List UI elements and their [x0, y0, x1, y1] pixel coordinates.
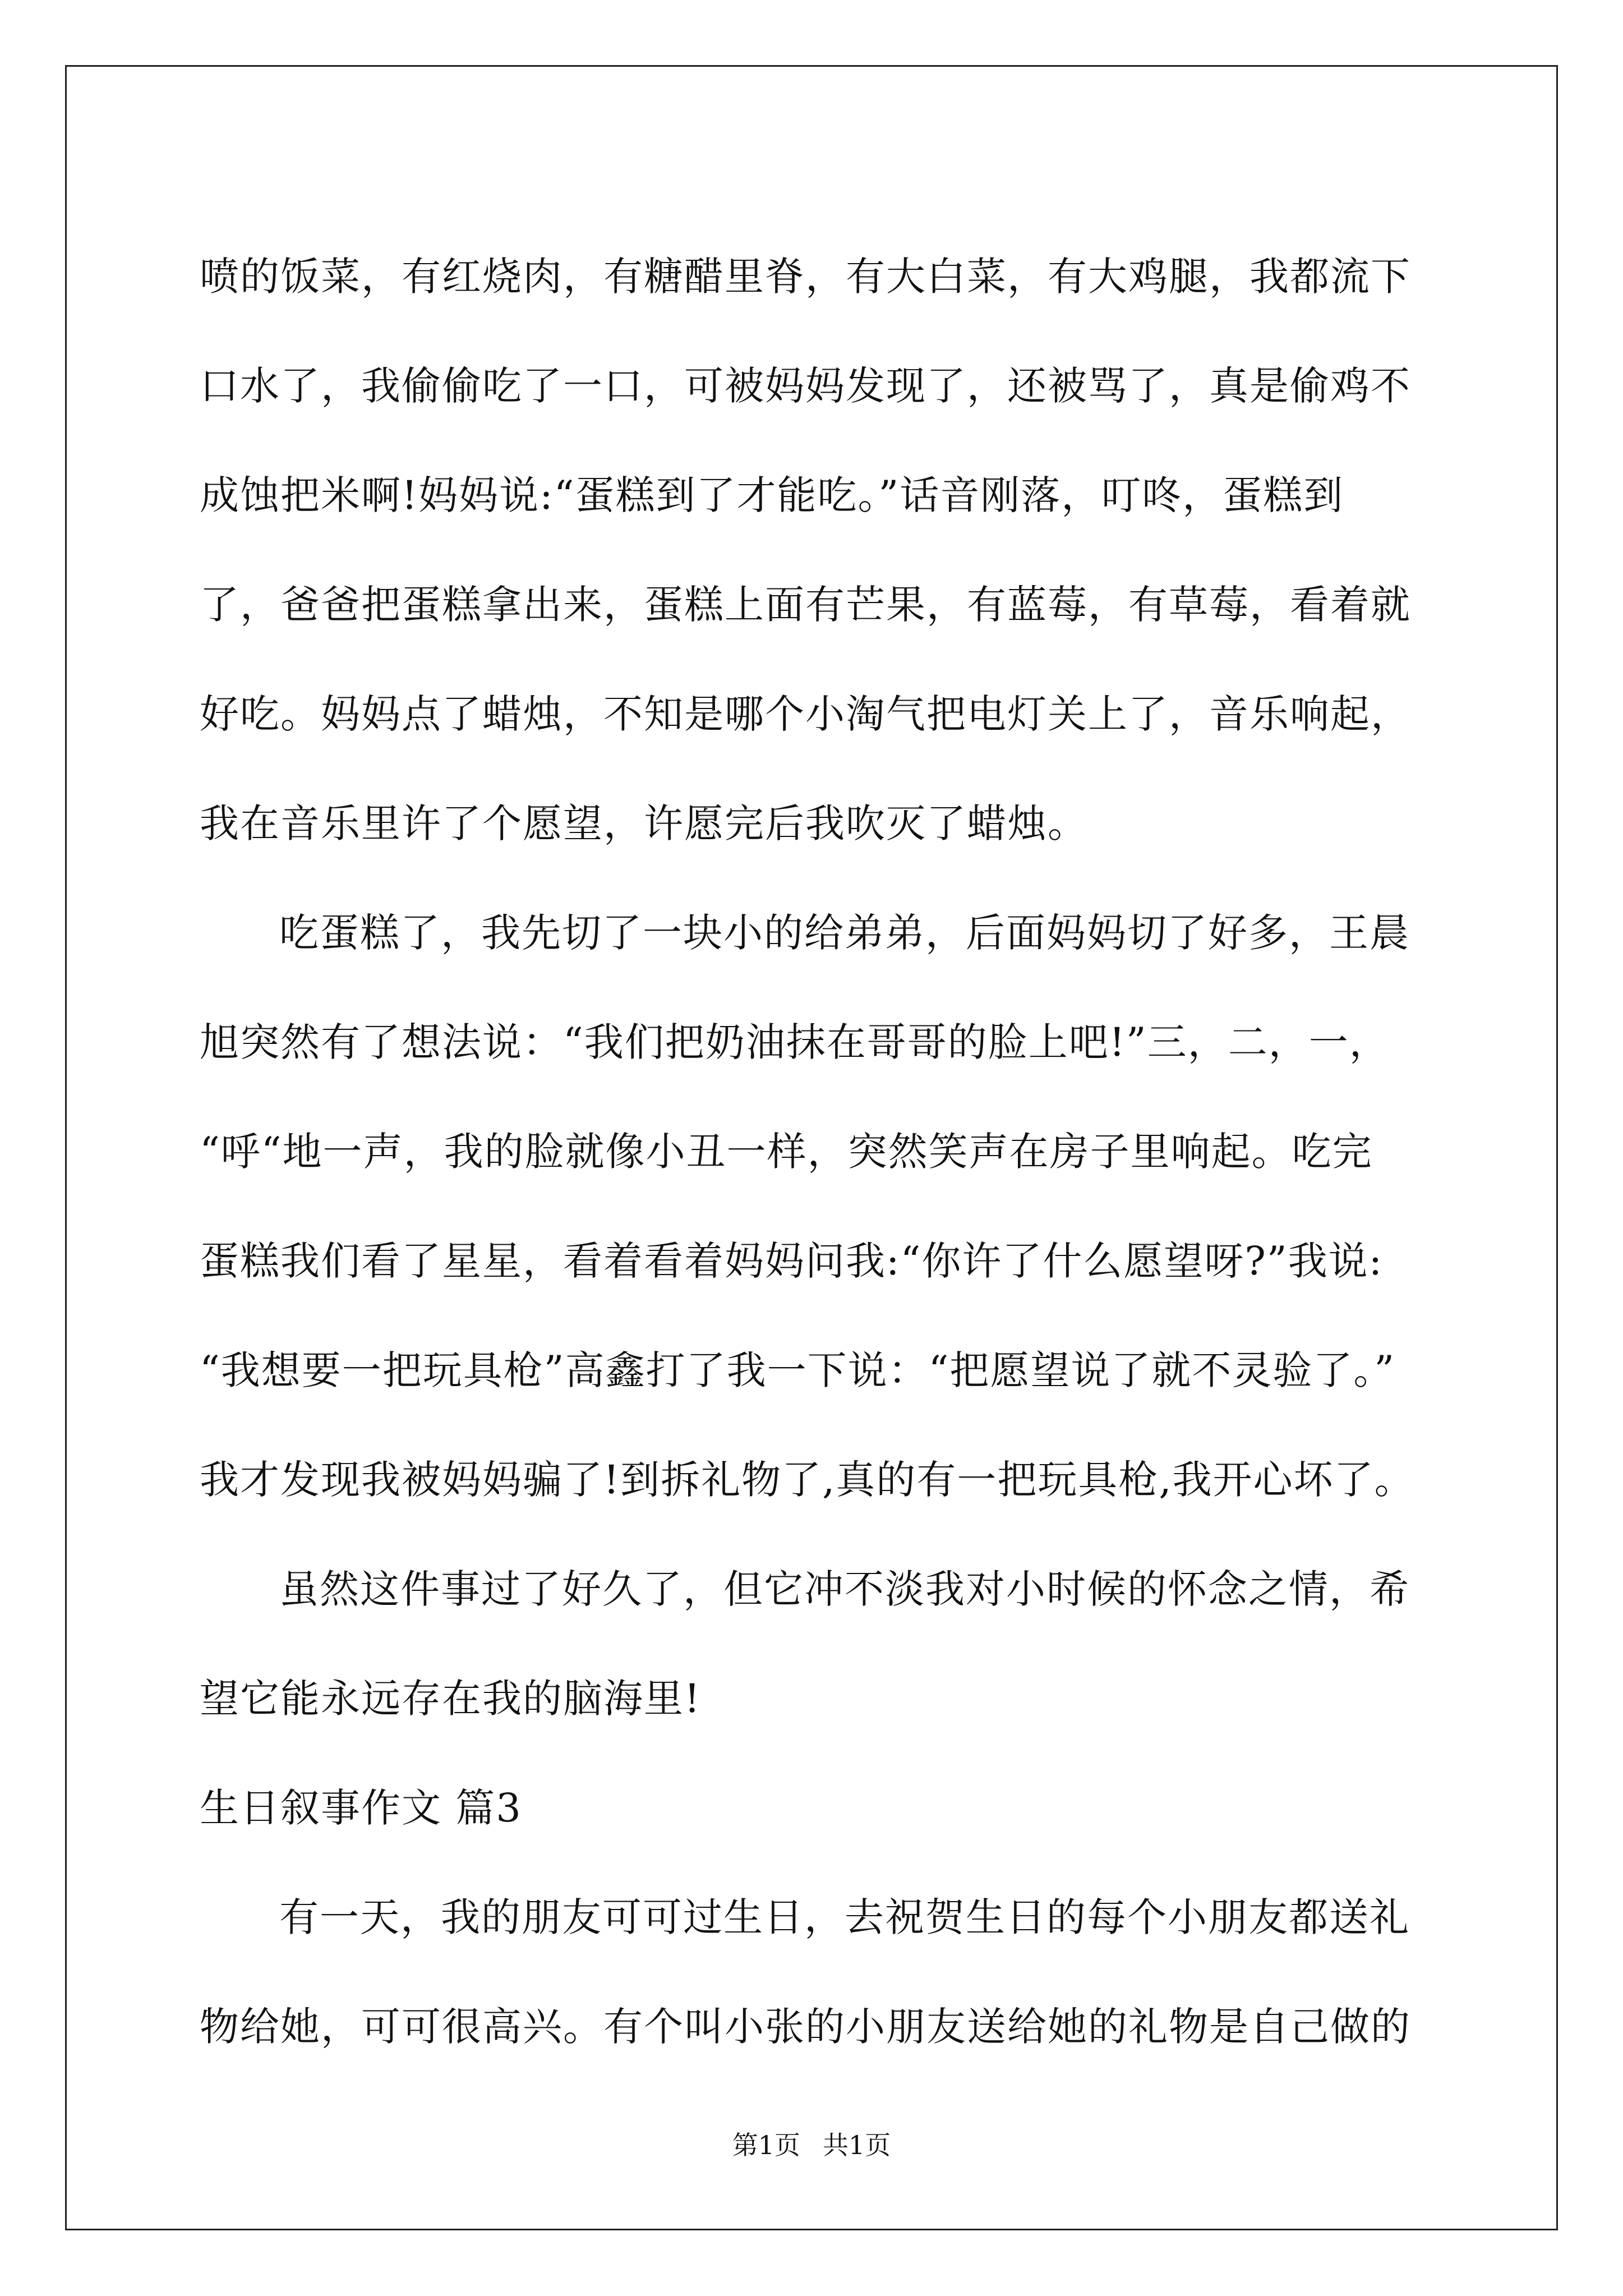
document-body — [200, 219, 1433, 2078]
page-footer — [0, 2125, 1623, 2162]
text-line-9: “呼“地一声，我的脸就像小丑一样，突然笑声在房子里响起。吃完 — [200, 1129, 1373, 1175]
page-number: 第1页 — [732, 2130, 800, 2160]
text-line-14: 望它能永远存在我的脑海里! — [200, 1676, 702, 1722]
text-line-2: 口水了，我偷偷吃了一口，可被妈妈发现了，还被骂了，真是偷鸡不 — [200, 363, 1411, 409]
text-line-4: 了，爸爸把蛋糕拿出来，蛋糕上面有芒果，有蓝莓，有草莓，看着就 — [200, 582, 1411, 628]
text-line-13: 虽然这件事过了好久了，但它冲不淡我对小时候的怀念之情，希 — [279, 1566, 1410, 1612]
text-line-3: 成蚀把米啊!妈妈说:“蛋糕到了才能吃。”话音刚落，叮咚，蛋糕到 — [200, 472, 1344, 518]
text-line-17: 物给她，可可很高兴。有个叫小张的小朋友送给她的礼物是自己做的 — [200, 2004, 1411, 2050]
text-line-6: 我在音乐里许了个愿望，许愿完后我吹灭了蜡烛。 — [200, 800, 1088, 846]
page-total: 共1页 — [823, 2130, 891, 2160]
text-line-5: 好吃。妈妈点了蜡烛，不知是哪个小淘气把电灯关上了，音乐响起， — [200, 691, 1411, 737]
text-line-7: 吃蛋糕了，我先切了一块小的给弟弟，后面妈妈切了好多，王晨 — [279, 910, 1410, 956]
section-heading: 生日叙事作文 篇3 — [200, 1785, 522, 1831]
text-line-1: 喷的饭菜，有红烧肉，有糖醋里脊，有大白菜，有大鸡腿，我都流下 — [200, 254, 1411, 300]
text-line-11: “我想要一把玩具枪”高鑫打了我一下说：“把愿望说了就不灵验了。” — [200, 1347, 1396, 1393]
text-line-10: 蛋糕我们看了星星，看着看着妈妈问我:“你许了什么愿望呀?”我说: — [200, 1238, 1384, 1284]
text-line-16: 有一天，我的朋友可可过生日，去祝贺生日的每个小朋友都送礼 — [279, 1894, 1410, 1940]
text-line-12: 我才发现我被妈妈骗了!到拆礼物了,真的有一把玩具枪,我开心坏了。 — [200, 1457, 1415, 1503]
text-line-8: 旭突然有了想法说：“我们把奶油抹在哥哥的脸上吧!”三，二，一， — [200, 1019, 1390, 1065]
